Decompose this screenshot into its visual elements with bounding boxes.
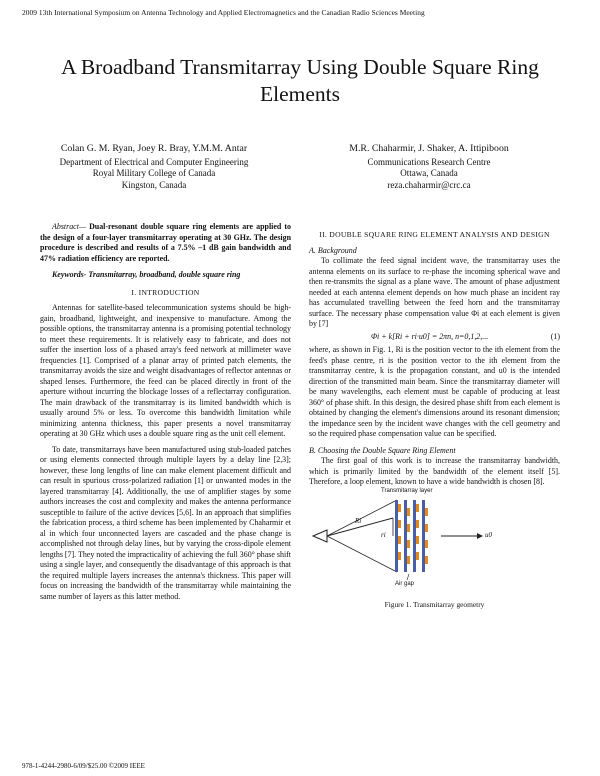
figure-label-u: u0 (485, 530, 492, 539)
abstract (40, 222, 291, 264)
paragraph: Antennas for satellite-based telecommunication systems should be high-gain, broadband, lightweight, and inexpensive to manufacture. Among the possible options, the transmitarray antenna is a promising potential technology to meet these requirements. It is relatively easy to fabricate, and does not suffer the insertion loss of a phased array's feed network at millimeter wave frequencies [1]. Comprised of a planar array of printed patch elements, the transmitarray avoids the size and weight disadvantages of reflector antennas or shaped lenses. Furthermore, the feed can be placed directly in front of the aperture without incurring the blockage losses of a reflectarray configuration. The main drawback of the transmitarray is its limited bandwidth which is usually around 5% or less. To overcome this bandwidth limitation while minimizing antenna thickness, this paper presents a novel transmitarray operating at 30 GHz which uses a double square ring as the unit cell element. (40, 303, 291, 438)
section-heading-introduction: I. INTRODUCTION (131, 287, 200, 297)
affiliation-line: Kingston, Canada (121, 179, 187, 190)
ray-line (327, 536, 397, 572)
page-footer: 978-1-4244-2980-6/09/$25.00 ©2009 IEEE (22, 762, 145, 770)
figure-caption: Figure 1. Transmitarray geometry (384, 599, 485, 609)
paragraph: To collimate the feed signal incident wave, the transmitarray uses the antenna elements on its surface to re-phase the incoming spherical wave and then re-transmits the signal as a plane wave. The amount of phase adjustment needed at each antenna element depends on how much phase an incident ray has accumulated travelling between the feed horn and the transmitarray surface. The necessary phase compensation value Φi at each element is given by [7] (309, 256, 560, 328)
figure-label-layer: Transmitarray layer (381, 487, 433, 494)
paragraph: The first goal of this work is to increase the transmitarray bandwidth, which is primarily limited by the bandwidth of the element itself [5]. Therefore, a loop element, known to have a wide bandwidth is chosen [8]. (309, 456, 560, 486)
authors-right (316, 143, 542, 191)
section-heading-analysis: II. DOUBLE SQUARE RING ELEMENT ANALYSIS AND DESIGN (319, 230, 550, 239)
figure-label-gap: Air gap (395, 580, 415, 587)
arrowhead-icon (477, 533, 483, 539)
figure-label-r: ri (381, 530, 386, 539)
transmitarray-layer (404, 500, 407, 572)
right-column (309, 230, 560, 610)
subsection-heading-background: A. Background (309, 245, 357, 255)
transmitarray-layer (395, 500, 398, 572)
author-names-right: M.R. Chaharmir, J. Shaker, A. Ittipiboon (349, 143, 509, 154)
equation-text: Φi + k[Ri + ri·u0] = 2πn, n=0,1,2,... (371, 331, 489, 341)
affiliation-line: Communications Research Centre (367, 156, 491, 167)
equation-number: (1) (550, 331, 560, 341)
abstract-text: Dual-resonant double square ring elements are applied to the design of a four-layer transmitarray operating at 30 GHz. The design procedure is described and results of a 7.5% –1 dB gain bandwidth and 47% radiation efficiency are reported. (40, 222, 292, 263)
feed-horn-icon (313, 530, 327, 542)
author-email: reza.chaharmir@crc.ca (387, 179, 471, 190)
transmitarray-diagram (309, 494, 560, 594)
transmitarray-layer (413, 500, 416, 572)
figure-1 (309, 487, 560, 594)
figure-label-R: Ri (355, 516, 362, 525)
ray-line (327, 500, 397, 536)
conference-header: 2009 13th International Symposium on Antenna Technology and Applied Electromagnetics and the Canadian Radio Sciences Meeting (22, 8, 425, 17)
paragraph: where, as shown in Fig. 1, Ri is the position vector to the ith element from the feed's phase centre, ri is the position vector to the ith element from the transmitarray centre, k is the propagation constant, and u0 is the intended direction of the transmitted main beam. Since the transmitarray diameter will be many wavelengths, each element must be capable of producing at least 360° of phase shift. In this design, the desired phase shift from each element is obtained by changing the element's dimensions around its resonant dimension; the impedance seen by the incident wave changes with the cell geometry and so the required phase compensation value can be specified. (309, 345, 560, 438)
left-column (40, 222, 291, 602)
transmitarray-layer (422, 500, 425, 572)
affiliation-line: Department of Electrical and Computer Engineering (59, 156, 249, 167)
author-names-left: Colan G. M. Ryan, Joey R. Bray, Y.M.M. Antar (60, 143, 248, 154)
affiliation-line: Ottawa, Canada (400, 168, 458, 179)
paper-title: A Broadband Transmitarray Using Double Square Ring Elements (61, 55, 539, 106)
subsection-heading-element: B. Choosing the Double Square Ring Element (309, 445, 456, 455)
equation-1 (309, 330, 560, 346)
authors-left (40, 143, 268, 191)
affiliation-line: Royal Military College of Canada (92, 168, 216, 179)
paragraph: To date, transmitarrays have been manufactured using stub-loaded patches or using elements connected through multiple layers by a delay line [2,3]; however, these long lengths of line can make element placement difficult and can result in spurious cross-polarized radiation [1] or unwanted modes in the layered transmitarray [4]. Additionally, the use of amplifier stages by some authors increases the cost and complexity and makes the antenna performance susceptible to failure of the active devices [5,6]. In an approach that simplifies the fabrication process, a third scheme has been implemented by Chaharmir et al in which four unconnected layers are cascaded and the phase change is accomplished not through delay lines, but by varying the cross-dipole element lengths [7]. They noted the impracticality of achieving the full 360° phase shift using a single layer, and consequently the disadvantage of this approach is that the required multiple layers increases the antenna's thickness. This paper will focus on increasing the bandwidth of the transmitarray while maintaining the same number of layers as this latter method. (40, 444, 292, 601)
abstract-label: Abstract— (52, 222, 86, 231)
keywords: Keywords- Transmitarray, broadband, double square ring (52, 270, 241, 279)
